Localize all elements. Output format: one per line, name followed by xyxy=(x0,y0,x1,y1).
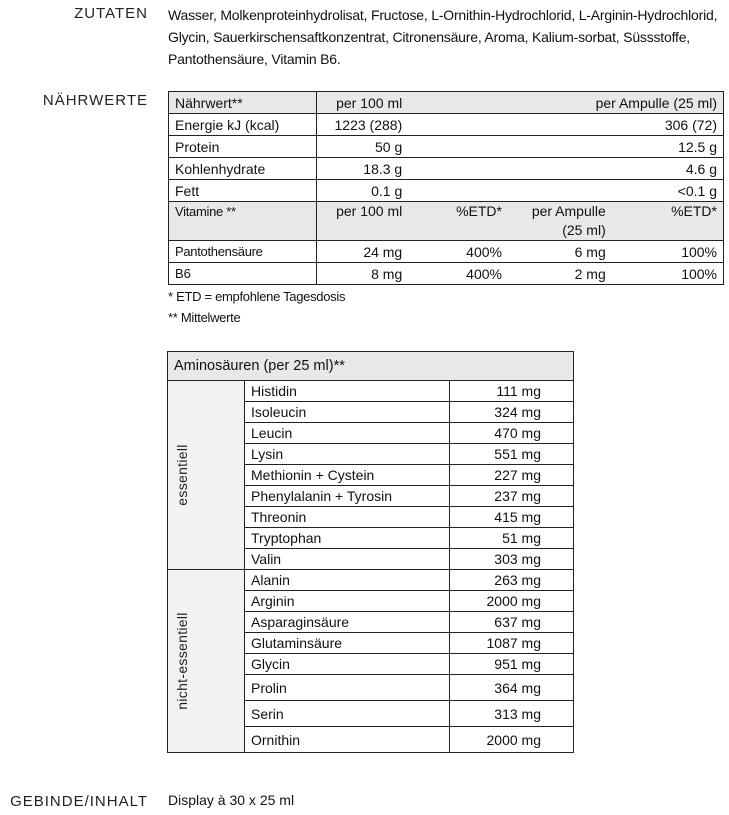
vitamin-header-row xyxy=(169,202,724,241)
vitamin-per100: 24 mg xyxy=(316,241,408,263)
vitamin-header-name: Vitamine ** xyxy=(169,202,317,241)
amino-name: Histidin xyxy=(245,381,450,402)
amino-name: Alanin xyxy=(245,570,450,591)
naehrwerte-label: NÄHRWERTE xyxy=(42,92,148,109)
amino-group-label-cell xyxy=(168,570,245,753)
amino-amount: 1087 mg xyxy=(450,633,574,654)
vitamin-etd2: 100% xyxy=(614,263,724,285)
nutrition-header-row xyxy=(169,92,724,114)
nutrition-header-peramp: per Ampulle (25 ml) xyxy=(408,92,723,114)
amino-title: Aminosäuren (per 25 ml)** xyxy=(168,352,574,381)
amino-amount: 324 mg xyxy=(450,402,574,423)
amino-name: Isoleucin xyxy=(245,402,450,423)
amino-name: Valin xyxy=(245,549,450,570)
amino-amount: 551 mg xyxy=(450,444,574,465)
footnote-mittelwerte: ** Mittelwerte xyxy=(168,310,241,325)
amino-name: Glutaminsäure xyxy=(245,633,450,654)
amino-amount: 415 mg xyxy=(450,507,574,528)
nutrition-per100: 18.3 g xyxy=(316,158,408,180)
vitamin-name: Pantothensäure xyxy=(169,241,317,263)
amino-group-essential xyxy=(168,381,574,570)
vitamin-name: B6 xyxy=(169,263,317,285)
gebinde-text: Display à 30 x 25 ml xyxy=(168,792,295,808)
vitamin-per100: 8 mg xyxy=(316,263,408,285)
nutrition-row xyxy=(169,158,724,180)
amino-amount: 470 mg xyxy=(450,423,574,444)
amino-amount: 2000 mg xyxy=(450,591,574,612)
amino-name: Asparaginsäure xyxy=(245,612,450,633)
nonessential-label: nicht-essentiell xyxy=(174,612,190,710)
essential-label: essentiell xyxy=(174,444,190,506)
amino-amount: 2000 mg xyxy=(450,727,574,753)
amino-amount: 303 mg xyxy=(450,549,574,570)
nutrition-peramp: 306 (72) xyxy=(408,114,723,136)
amino-name: Prolin xyxy=(245,675,450,701)
amino-amount: 51 mg xyxy=(450,528,574,549)
zutaten-label: ZUTATEN xyxy=(74,5,148,22)
vitamin-header-per100: per 100 ml xyxy=(316,202,408,241)
amino-group-nonessential xyxy=(168,570,574,753)
nutrition-per100: 50 g xyxy=(316,136,408,158)
vitamin-etd1: 400% xyxy=(408,263,508,285)
amino-name: Ornithin xyxy=(245,727,450,753)
ingredients-text: Wasser, Molkenproteinhydrolisat, Fructose, L-Ornithin-Hydrochlorid, L-Arginin-Hydrochlorid, Glycin, Sauerkirschensaftkonzentrat, Citronensäure, Aroma, Kalium-sorbat, Süssstoffe, Pantothensäure, Vitamin B6. xyxy=(168,7,718,67)
footnote-etd: * ETD = empfohlene Tagesdosis xyxy=(168,289,346,304)
nutrition-name: Kohlenhydrate xyxy=(169,158,317,180)
amino-amount: 111 mg xyxy=(450,381,574,402)
amino-row xyxy=(168,381,574,402)
amino-name: Threonin xyxy=(245,507,450,528)
nutrition-name: Protein xyxy=(169,136,317,158)
nutrition-row xyxy=(169,180,724,202)
amino-amount: 951 mg xyxy=(450,654,574,675)
amino-name: Arginin xyxy=(245,591,450,612)
nutrition-row xyxy=(169,114,724,136)
vitamin-etd2: 100% xyxy=(614,241,724,263)
vitamin-etd1: 400% xyxy=(408,241,508,263)
amino-header-row xyxy=(168,352,574,381)
vitamin-row xyxy=(169,263,724,285)
gebinde-label: GEBINDE/INHALT xyxy=(10,793,148,810)
amino-amount: 227 mg xyxy=(450,465,574,486)
vitamin-row xyxy=(169,241,724,263)
amino-acid-table xyxy=(167,351,574,753)
nutrition-peramp: 12.5 g xyxy=(408,136,723,158)
amino-amount: 637 mg xyxy=(450,612,574,633)
nutrition-table xyxy=(168,91,724,285)
amino-amount: 364 mg xyxy=(450,675,574,701)
vitamin-header-etd1: %ETD* xyxy=(408,202,508,241)
nutrition-name: Fett xyxy=(169,180,317,202)
amino-name: Leucin xyxy=(245,423,450,444)
amino-amount: 237 mg xyxy=(450,486,574,507)
nutrition-header-per100: per 100 ml xyxy=(316,92,408,114)
amino-group-label-cell xyxy=(168,381,245,570)
nutrition-per100: 1223 (288) xyxy=(316,114,408,136)
vitamin-header-etd2: %ETD* xyxy=(614,202,724,241)
nutrition-row xyxy=(169,136,724,158)
amino-amount: 263 mg xyxy=(450,570,574,591)
vitamin-header-peramp: per Ampulle (25 ml) xyxy=(508,202,614,241)
vitamin-peramp: 2 mg xyxy=(508,263,614,285)
amino-amount: 313 mg xyxy=(450,701,574,727)
amino-name: Serin xyxy=(245,701,450,727)
nutrition-header-name: Nährwert** xyxy=(169,92,317,114)
amino-row xyxy=(168,570,574,591)
nutrition-peramp: <0.1 g xyxy=(408,180,723,202)
nutrition-name: Energie kJ (kcal) xyxy=(169,114,317,136)
nutrition-per100: 0.1 g xyxy=(316,180,408,202)
amino-name: Phenylalanin + Tyrosin xyxy=(245,486,450,507)
amino-name: Glycin xyxy=(245,654,450,675)
nutrition-peramp: 4.6 g xyxy=(408,158,723,180)
vitamin-peramp: 6 mg xyxy=(508,241,614,263)
amino-name: Lysin xyxy=(245,444,450,465)
amino-name: Methionin + Cystein xyxy=(245,465,450,486)
amino-name: Tryptophan xyxy=(245,528,450,549)
